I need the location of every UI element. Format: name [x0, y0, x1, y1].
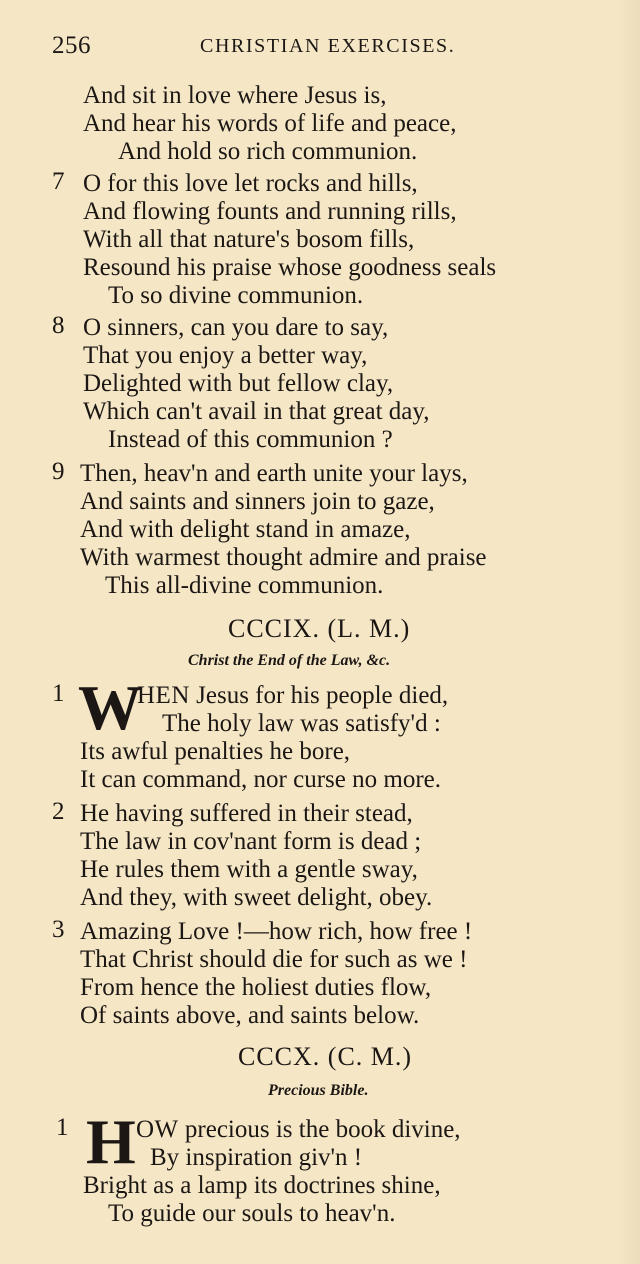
hymn-subtitle: Precious Bible. — [268, 1082, 369, 1099]
verse-line: O for this love let rocks and hills, — [83, 170, 418, 197]
verse-line-first — [136, 1116, 461, 1144]
verse-line: Amazing Love !—how rich, how free ! — [80, 918, 473, 945]
verse-line: To so divine communion. — [108, 282, 364, 309]
verse-line: Its awful penalties he bore, — [80, 738, 351, 765]
verse-line: O sinners, can you dare to say, — [83, 314, 389, 341]
verse-number: 1 — [52, 680, 65, 707]
verse-line: And hear his words of life and peace, — [83, 110, 457, 137]
verse-line: With all that nature's bosom fills, — [83, 226, 415, 253]
verse-line-remainder: precious is the book divine, — [178, 1116, 461, 1143]
hymn-subtitle: Christ the End of the Law, &c. — [188, 652, 391, 669]
verse-line: That you enjoy a better way, — [83, 342, 368, 369]
verse-line: With warmest thought admire and praise — [80, 544, 487, 571]
verse-line: Delighted with but fellow clay, — [83, 370, 394, 397]
verse-number: 3 — [52, 916, 65, 943]
verse-line: Bright as a lamp its doctrines shine, — [83, 1172, 441, 1199]
drop-cap: W — [78, 672, 142, 743]
verse-number: 8 — [52, 312, 65, 339]
drop-cap-continuation: HEN — [137, 682, 190, 709]
verse-line: And sit in love where Jesus is, — [83, 82, 387, 109]
verse-line: He rules them with a gentle sway, — [80, 856, 418, 883]
drop-cap-continuation: OW — [136, 1116, 179, 1143]
verse-number: 7 — [52, 168, 65, 195]
page-header — [52, 32, 510, 66]
verse-line: Of saints above, and saints below. — [80, 1002, 420, 1029]
verse-line: To guide our souls to heav'n. — [108, 1200, 396, 1227]
verse-line-remainder: Jesus for his people died, — [189, 682, 449, 709]
page-edge-shade — [616, 0, 640, 1264]
verse-line: And they, with sweet delight, obey. — [80, 884, 433, 911]
verse-line: From hence the holiest duties flow, — [80, 974, 432, 1001]
verse-line: And saints and sinners join to gaze, — [80, 488, 435, 515]
verse-line: By inspiration giv'n ! — [150, 1144, 363, 1171]
page-number: 256 — [52, 32, 91, 59]
verse-line: The law in cov'nant form is dead ; — [80, 828, 422, 855]
verse-line: It can command, nor curse no more. — [80, 766, 441, 793]
hymn-title: CCCIX. (L. M.) — [228, 614, 411, 643]
verse-line: Resound his praise whose goodness seals — [83, 254, 497, 281]
verse-line: The holy law was satisfy'd : — [162, 710, 441, 737]
verse-line: And with delight stand in amaze, — [80, 516, 411, 543]
verse-line: That Christ should die for such as we ! — [80, 946, 468, 973]
verse-number: 2 — [52, 798, 65, 825]
running-title: CHRISTIAN EXERCISES. — [200, 35, 456, 57]
verse-line: And flowing founts and running rills, — [83, 198, 457, 225]
verse-line-first — [137, 682, 448, 710]
hymn-title: CCCX. (C. M.) — [238, 1042, 413, 1071]
verse-number: 9 — [52, 458, 65, 485]
drop-cap: H — [86, 1106, 136, 1177]
verse-line: And hold so rich communion. — [118, 138, 418, 165]
verse-line: Instead of this communion ? — [108, 426, 393, 453]
verse-line: Then, heav'n and earth unite your lays, — [80, 460, 468, 487]
verse-line: This all-divine communion. — [105, 572, 384, 599]
verse-line: He having suffered in their stead, — [80, 800, 413, 827]
verse-line: Which can't avail in that great day, — [83, 398, 430, 425]
verse-number: 1 — [56, 1114, 69, 1141]
